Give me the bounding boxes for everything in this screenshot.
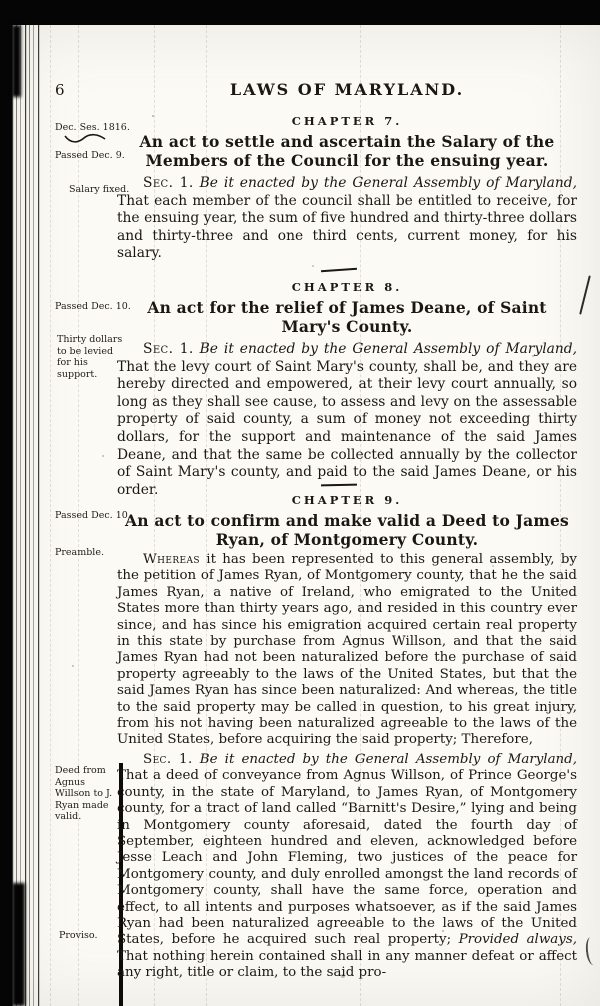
section-label: Sec. 1. [143, 175, 194, 191]
pen-slash-artifact [579, 275, 591, 314]
chapter-8-heading: CHAPTER 8. [291, 280, 403, 294]
chapter-9-heading: CHAPTER 9. [291, 493, 403, 507]
binding-blotch-bottom [12, 883, 25, 1006]
margin-note-passed-ch8: Passed Dec. 10. [55, 301, 131, 312]
page-content [55, 80, 578, 981]
chapter-7-title: An act to settle and ascertain the Salary of the Members of the Council for the ensuing year. [139, 132, 555, 170]
chapter-7-section [55, 114, 577, 263]
chapter-9-section [55, 493, 577, 982]
chapter-9-title: An act to confirm and make valid a Deed to James Ryan, of Montgomery County. [125, 511, 569, 549]
section-text: That each member of the council shall be entitled to receive, for the ensuing year, the sum of five hundred and thirty-three dollars and thirty-three and one third cents, current money, for his salary. [117, 192, 577, 262]
preamble-text: it has been represented to this general assembly, by the petition of James Ryan, of Montgomery county, that he the said James Ryan, a native of Ireland, who emigrated to the United States more than thirty years ago, and resided in this country ever since, and has since his emigration acquired certain real property in this state by purchase from Agnus Willson, and that the said James Ryan had not been naturalized before the purchase of said property agreeably to the laws of the United States, but that the said James Ryan has since been naturalized: And whereas, the title to the said property may be called in question, to his great injury, from his not having been naturalized agreeable to the laws of the United States, before acquiring the said property; Therefore, [117, 552, 577, 748]
paper-sheet [12, 25, 600, 1006]
margin-note-passed-ch9: Passed Dec. 10. [55, 510, 131, 521]
proviso-lead: Provided always, [458, 932, 577, 948]
chapter-7-heading: CHAPTER 7. [291, 114, 403, 128]
chapter-9-body-column [117, 493, 577, 982]
chapter-9-section-1 [117, 752, 577, 982]
chapter-8-section [55, 280, 577, 499]
section-text: That the levy court of Saint Mary's county, shall be, and they are hereby directed and empowered, at their levy court annually, so long as they shall see cause, to assess and levy on the assessable property of said county, a sum of money not exceeding thirty dollars, for the support and maintenance of the said James Deane, and that the same be collected annually by the collector of Saint Mary's county, and paid to the said James Deane, or his order. [117, 358, 577, 498]
proviso-text: That nothing herein contained shall in any manner defeat or affect any right, title or claim, to the said pro- [117, 948, 577, 981]
section-text: That a deed of conveyance from Agnus Willson, of Prince George's county, in the state of Maryland, to James Ryan, of Montgomery county, for a tract of land called “Barnitt's Desire,” lying and being in Montgomery county aforesaid, dated the fourth day of September, eighteen hundred and eleven, acknowledged before Jesse Leach and John Fleming, two justices of the peace for Montgomery county, and duly enrolled amongst the land records of Montgomery county, shall have the same force, operation and effect, to all intents and purposes whatsoever, as if the said James Ryan had been naturalized agreeable to the laws of the United States, before he acquired such real property; [117, 768, 577, 948]
chapter-7-body-column [117, 114, 577, 263]
section-divider-rule [321, 268, 357, 273]
margin-note-deed-valid: Deed from Agnus Willson to J. Ryan made valid. [55, 765, 113, 822]
page-number: 6 [55, 81, 65, 99]
section-label: Sec. 1. [143, 751, 193, 767]
enacting-clause: Be it enacted by the General Assembly of Maryland, [199, 341, 578, 357]
margin-note-session-date: Dec. Ses. 1816. [55, 122, 130, 133]
whereas-lead: Whereas [143, 552, 200, 567]
margin-note-passed-ch7: Passed Dec. 9. [55, 150, 125, 161]
chapter-7-section-1 [117, 175, 577, 263]
page-head [55, 80, 577, 99]
running-header: LAWS OF MARYLAND. [229, 80, 465, 99]
fold-line [50, 25, 51, 1006]
chapter-9-preamble [117, 552, 577, 749]
section-label: Sec. 1. [143, 341, 194, 357]
margin-note-proviso: Proviso. [59, 930, 98, 941]
chapter-8-body-column [117, 280, 577, 499]
enacting-clause: Be it enacted by the General Assembly of Maryland, [199, 175, 578, 191]
margin-note-preamble: Preamble. [55, 547, 104, 558]
binding-blotch-top [12, 25, 21, 97]
chapter-8-title: An act for the relief of James Deane, of Saint Mary's County. [147, 298, 547, 336]
chapter-8-section-1 [117, 341, 577, 499]
binding-streaks [12, 25, 42, 1006]
margin-note-salary-fixed: Salary fixed. [69, 184, 130, 195]
underbrace-squiggle-icon [63, 133, 107, 143]
margin-note-thirty-dollars: Thirty dollars to be levied for his support. [57, 334, 123, 380]
enacting-clause: Be it enacted by the General Assembly of Maryland, [199, 751, 577, 767]
pen-curve-artifact [585, 936, 600, 965]
